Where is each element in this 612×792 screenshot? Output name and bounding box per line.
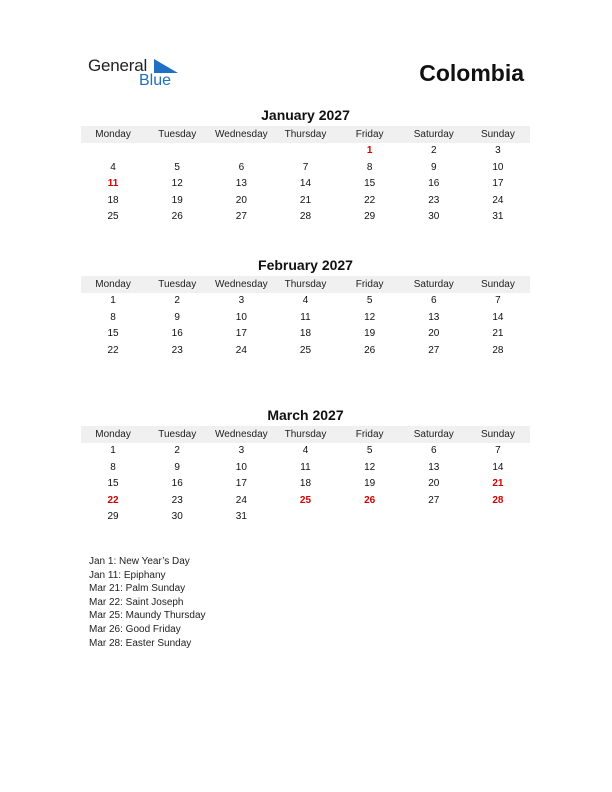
weekday-label: Wednesday [215,279,268,290]
holiday-day-cell: 28 [492,494,504,506]
month-march [81,407,530,526]
week-row [81,193,530,210]
day-cell: 4 [302,295,309,306]
day-cell: 27 [428,494,440,506]
week-row [81,509,530,526]
day-cell: 15 [107,328,119,339]
day-cell: 24 [235,344,247,356]
day-cell: 28 [299,211,312,222]
day-cell: 17 [492,178,504,189]
holiday-day-cell: 25 [299,494,312,506]
weekday-label: Tuesday [158,429,197,440]
day-cell: 24 [235,494,247,506]
day-cell [145,143,209,160]
weekday-label: Monday [95,279,131,290]
day-cell: 13 [235,178,247,189]
day-cell: 16 [171,478,183,489]
day-cell: 5 [366,445,373,456]
day-cell: 14 [492,461,504,473]
week-row [81,176,530,193]
day-cell: 20 [428,328,440,339]
holiday-day-cell: 11 [107,178,119,189]
weekday-label: Sunday [480,129,515,140]
logo-text-general: General [88,56,148,75]
day-cell: 27 [428,344,440,356]
day-cell: 4 [302,445,309,456]
holiday-list-item: Mar 28: Easter Sunday [89,637,192,649]
day-cell [273,509,337,526]
weekday-label: Tuesday [158,279,197,290]
day-cell: 23 [171,494,183,506]
day-cell: 21 [299,194,312,206]
country-title: Colombia [419,60,524,86]
day-cell: 3 [238,295,245,306]
day-cell: 1 [110,445,116,456]
weekday-label: Wednesday [215,129,268,140]
day-cell: 3 [238,445,245,456]
holiday-day-cell: 21 [492,478,504,489]
day-cell [209,143,273,160]
day-cell: 4 [110,161,116,173]
day-cell: 15 [364,178,376,189]
day-cell: 11 [300,461,311,473]
day-cell: 27 [235,211,247,222]
day-cell: 12 [364,311,376,323]
day-cell: 22 [364,194,376,206]
day-cell: 18 [299,328,312,339]
month-title: February 2027 [258,257,353,273]
day-cell: 18 [299,478,312,489]
day-cell [273,143,337,160]
weekday-header [81,426,530,443]
day-cell: 26 [364,344,376,356]
day-cell: 6 [430,295,437,306]
day-cell: 23 [428,194,440,206]
day-cell [81,143,145,160]
day-cell: 24 [492,194,504,206]
weekday-header [81,276,530,293]
month-grid [81,143,530,226]
day-cell: 9 [430,161,437,173]
day-cell: 23 [171,344,183,356]
logo-triangle-icon [154,59,178,73]
day-cell: 13 [428,311,440,323]
day-cell: 8 [366,161,373,173]
day-cell: 20 [428,478,440,489]
holiday-list-item: Mar 22: Saint Joseph [89,596,184,608]
day-cell: 2 [174,445,180,456]
day-cell: 8 [110,461,116,473]
day-cell: 15 [107,478,119,489]
day-cell: 17 [235,478,247,489]
day-cell: 25 [299,344,312,356]
weekday-label: Sunday [480,429,515,440]
week-row [81,209,530,226]
weekday-label: Monday [95,129,131,140]
day-cell: 12 [171,178,183,189]
day-cell: 16 [428,178,440,189]
holiday-list-item: Mar 26: Good Friday [89,623,181,635]
weekday-label: Sunday [480,279,515,290]
weekday-label: Monday [95,429,131,440]
day-cell: 22 [107,344,119,356]
weekday-label: Tuesday [158,129,197,140]
day-cell: 31 [235,511,247,522]
day-cell: 20 [235,194,247,206]
holiday-day-cell: 22 [107,494,119,506]
day-cell: 31 [492,211,504,222]
week-row [81,460,530,477]
week-row [81,343,530,360]
weekday-label: Thursday [284,279,327,290]
day-cell: 11 [300,311,311,323]
day-cell: 10 [235,311,247,323]
day-cell: 10 [235,461,247,473]
week-row [81,326,530,343]
month-title: March 2027 [267,407,344,423]
day-cell: 8 [110,311,116,323]
weekday-label: Friday [355,279,384,290]
month-january [81,107,530,226]
day-cell: 10 [492,161,504,173]
day-cell: 29 [364,211,376,222]
holiday-list [89,555,206,650]
day-cell: 30 [428,211,440,222]
day-cell: 30 [171,511,183,522]
weekday-label: Friday [355,129,384,140]
weekday-label: Saturday [413,279,454,290]
day-cell: 26 [171,211,183,222]
month-grid [81,443,530,526]
holiday-list-item: Mar 21: Palm Sunday [89,583,186,595]
day-cell: 16 [171,328,183,339]
weekday-label: Thursday [284,429,327,440]
week-row [81,493,530,510]
day-cell [466,509,530,526]
day-cell: 5 [366,295,373,306]
day-cell: 28 [492,344,504,356]
weekday-label: Saturday [413,129,454,140]
month-february [81,257,530,359]
week-row [81,143,530,160]
month-title: January 2027 [261,107,350,123]
day-cell: 7 [302,161,309,173]
day-cell: 19 [171,194,183,206]
holiday-list-item: Mar 25: Maundy Thursday [89,610,206,622]
week-row [81,310,530,327]
logo-text-blue: Blue [139,72,172,89]
weekday-label: Thursday [284,129,327,140]
day-cell: 6 [430,445,437,456]
day-cell: 7 [495,445,501,456]
holiday-day-cell: 26 [364,494,376,506]
day-cell: 21 [492,328,504,339]
day-cell: 2 [174,295,180,306]
day-cell: 9 [174,461,180,473]
day-cell: 1 [110,295,116,306]
day-cell: 25 [107,211,119,222]
day-cell: 18 [107,194,119,206]
day-cell: 6 [238,161,245,173]
week-row [81,476,530,493]
month-grid [81,293,530,359]
day-cell: 12 [364,461,376,473]
weekday-label: Wednesday [215,429,268,440]
holiday-list-item: Jan 1: New Year’s Day [89,556,190,567]
day-cell: 19 [364,328,376,339]
week-row [81,160,530,177]
day-cell: 14 [299,178,312,189]
holiday-list-item: Jan 11: Epiphany [89,569,166,581]
day-cell: 9 [174,311,180,323]
weekday-label: Saturday [413,429,454,440]
day-cell: 29 [107,511,119,522]
day-cell: 13 [428,461,440,473]
weekday-header [81,126,530,143]
day-cell: 17 [235,328,247,339]
weekday-label: Friday [355,429,384,440]
day-cell: 14 [492,311,504,323]
logo [88,56,188,92]
day-cell: 19 [364,478,376,489]
day-cell: 7 [495,295,501,306]
day-cell [402,509,466,526]
day-cell: 3 [495,145,501,156]
week-row [81,443,530,460]
day-cell: 5 [174,161,180,173]
holiday-day-cell: 1 [366,145,373,156]
day-cell: 2 [430,145,437,156]
week-row [81,293,530,310]
day-cell [338,509,402,526]
